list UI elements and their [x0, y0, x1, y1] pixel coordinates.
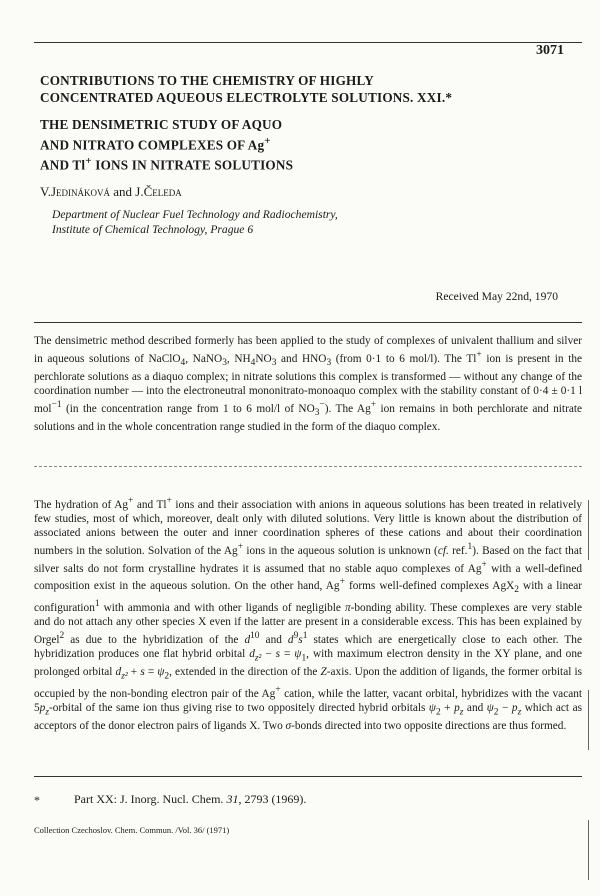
affiliation-line: Institute of Chemical Technology, Prague 6 — [52, 223, 254, 236]
received-date: Received May 22nd, 1970 — [435, 290, 558, 303]
title-line: THE DENSIMETRIC STUDY OF AQUO — [40, 117, 283, 132]
footnote: Part XX: J. Inorg. Nucl. Chem. 31, 2793 (1969). — [74, 792, 307, 806]
footnote-marker: * — [34, 793, 40, 807]
article-title — [40, 72, 560, 106]
title-line: CONCENTRATED AQUEOUS ELECTROLYTE SOLUTIONS. XXI.* — [40, 90, 453, 105]
abstract: The densimetric method described formerly has been applied to the study of complexes of univalent thallium and silver in aqueous solutions of NaClO$_4$, NaNO$_3$, $NH_4NO_3$ and $HNO_3$ (from 0·1 to 6 mol/l). The Tl+ ion is present in the perchlorate solutions as a diaquo complex; in nitrate solutions this complex is transformed — without any change of the coordination number — into the electroneutral mononitrato-monoaquo complex with the stability constant of 0·4 ± 0·1 l mol$^{-1}$ (in the concentration range from 1 to 6 mol/l of $NO_3^-$). The Ag+ ion remains in both perchlorate and nitrate solutions and in the whole concentration range studied in the form of the diaquo complex. — [34, 335, 583, 434]
title-line: AND NITRATO COMPLEXES OF Ag+ — [40, 135, 271, 153]
margin-mark — [588, 500, 589, 560]
abstract-rule-top — [34, 322, 582, 323]
footnote-rule — [34, 776, 582, 777]
affiliation-line: Department of Nuclear Fuel Technology and Radiochemistry, — [52, 208, 338, 221]
page-number: 3071 — [536, 43, 564, 58]
authors: V.Jedináková and J.Čeleda — [40, 184, 182, 199]
author-name: V.Jedináková — [40, 184, 111, 199]
author-name: J.Čeleda — [135, 184, 182, 199]
article-subtitle — [40, 116, 560, 174]
margin-mark — [588, 690, 589, 750]
abstract-rule-bottom — [34, 466, 582, 467]
body-paragraph: The hydration of Ag+ and Tl+ ions and their association with anions in aqueous solutions has been treated in relatively few studies, most of which, moreover, dealt only with diluted solutions. Very little is known about the distribution of associated anions between the outer and inner coordination spheres of these cations and about their coordination numbers in the solution. Solvation of the Ag+ ions in the aqueous solution is unknown (cf. ref.$^1$). Based on the fact that silver salts do not form crystalline hydrates it is assumed that no stable aquo complexes of Ag+ with a well-defined composition exist in the aqueous solution. On the other hand, Ag+ forms well-defined complexes AgX$_2$ with a linear configuration$^1$ with ammonia and with other ligands of negligible π-bonding ability. These complexes are very stable and do not attach any other species X even if the latter are present in a considerable excess. This has been explained by Orgel$^2$ as due to the hybridization of the $d^{10}$ and $d^9s^1$ states which are energetically close to each other. The hybridization produces one flat hybrid orbital $d_{z^2} - s = \psi_1$, with maximum electron density in the XY plane, and one prolonged orbital $d_{z^2} + s = \psi_2$, extended in the direction of the Z-axis. Upon the addition of ligands, the former orbital is occupied by the non-bonding electron pair of the Ag+ cation, while the latter, vacant orbital, hybridizes with the vacant $5p_z$-orbital of the same ion thus giving rise to two oppositely directed hybrid orbitals $\psi_2 + p_z$ and $\psi_2 - p_z$ which act as acceptors of the donor electron pairs of ligands X. Two σ-bonds directed into two opposite directions are thus formed. — [34, 496, 583, 733]
header-rule — [34, 42, 582, 43]
title-line: CONTRIBUTIONS TO THE CHEMISTRY OF HIGHLY — [40, 73, 375, 88]
title-line: AND Tl+ IONS IN NITRATE SOLUTIONS — [40, 155, 294, 173]
journal-footer: Collection Czechoslov. Chem. Commun. /Vol. 36/ (1971) — [34, 825, 230, 835]
margin-mark — [588, 820, 589, 880]
